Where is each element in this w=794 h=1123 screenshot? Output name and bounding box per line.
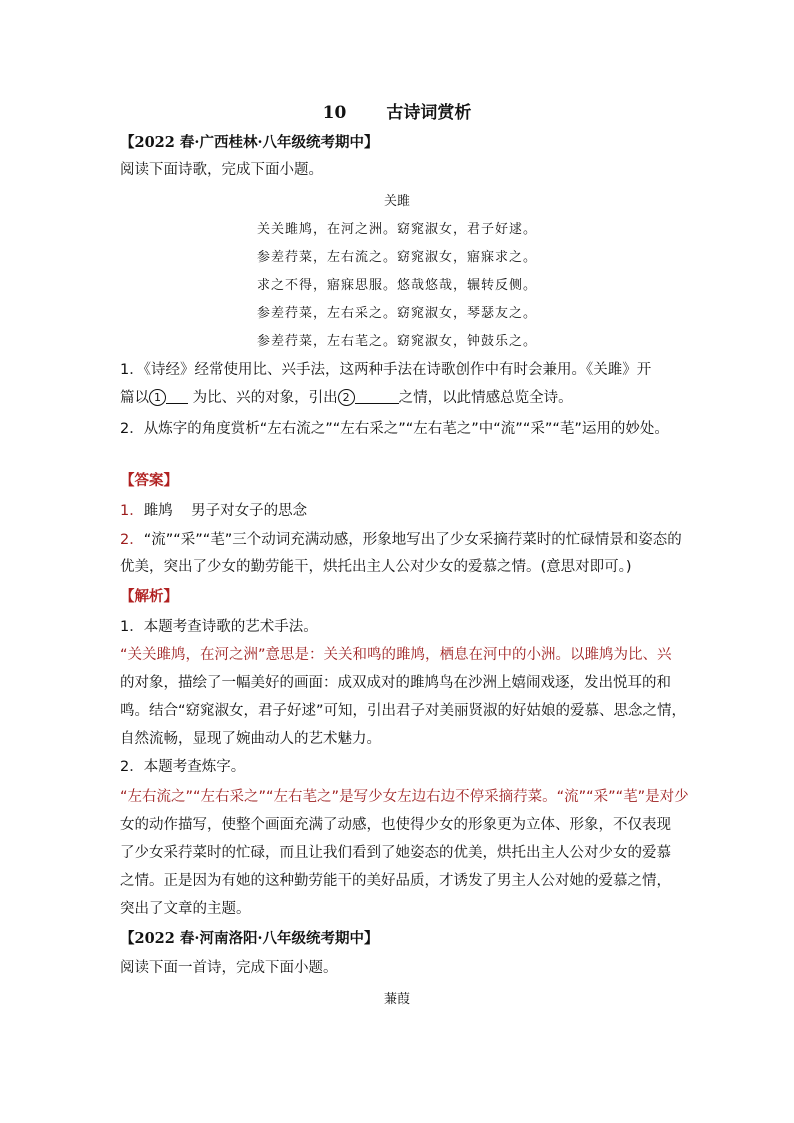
analysis2-line: 了少女采荇菜时的忙碌，而且让我们看到了她姿态的优美，烘托出主人公对少女的爱慕 bbox=[120, 845, 671, 861]
section1-source: 【2022 春·广西桂林·八年级统考期中】 bbox=[120, 134, 379, 151]
section1-instruction: 阅读下面诗歌，完成下面小题。 bbox=[120, 162, 323, 178]
answer1-number: 1． bbox=[120, 503, 144, 519]
poem1-title: 关雎 bbox=[383, 194, 410, 209]
analysis1-heading: 1．本题考查诗歌的艺术手法。 bbox=[120, 619, 318, 635]
analysis1-line: 鸣。结合“窈窕淑女，君子好逑”可知，引出君子对美丽贤淑的好姑娘的爱慕、思念之情， bbox=[120, 703, 687, 719]
question1-text-a: 篇以 bbox=[120, 390, 149, 406]
answer1 bbox=[120, 501, 307, 521]
answer1-text: 雎鸠 男子对女子的思念 bbox=[143, 503, 308, 519]
poem1-line: 求之不得，寤寐思服。悠哉悠哉，辗转反侧。 bbox=[256, 278, 537, 293]
poem2-title: 蒹葭 bbox=[383, 992, 410, 1007]
circled-number-1: 1 bbox=[149, 389, 166, 406]
answer2-text: “流”“采”“芼”三个动词充满动感，形象地写出了少女采摘荇菜时的忙碌情景和姿态的 bbox=[143, 532, 682, 548]
analysis2-line: 突出了文章的主题。 bbox=[120, 901, 251, 917]
question1-text-c: 之情，以此情感总览全诗。 bbox=[398, 390, 573, 406]
circled-number-2: 2 bbox=[338, 389, 355, 406]
analysis2-line: “左右流之”“左右采之”“左右芼之”是写少女左边右边不停采摘荇菜。“流”“采”“芼”是对少 bbox=[120, 789, 689, 805]
answer2-line1 bbox=[120, 530, 682, 550]
answer-blank-1 bbox=[166, 389, 188, 404]
answer2-number: 2． bbox=[120, 532, 144, 548]
answer-tag: 【答案】 bbox=[120, 473, 178, 489]
poem1-line: 参差荇菜，左右芼之。窈窕淑女，钟鼓乐之。 bbox=[256, 334, 537, 349]
poem1-line: 参差荇菜，左右采之。窈窕淑女，琴瑟友之。 bbox=[256, 306, 537, 321]
question1-line2 bbox=[120, 388, 573, 408]
analysis2-heading: 2．本题考查炼字。 bbox=[120, 759, 246, 775]
title-text: 古诗词赏析 bbox=[386, 103, 472, 123]
question2: 2．从炼字的角度赏析“左右流之”“左右采之”“左右芼之”中“流”“采”“芼”运用的妙处。 bbox=[120, 421, 669, 437]
poem1-line: 参差荇菜，左右流之。窈窕淑女，寤寐求之。 bbox=[256, 250, 537, 265]
analysis1-line: 自然流畅，显现了婉曲动人的艺术魅力。 bbox=[120, 731, 381, 747]
question1-line1: 1．《诗经》经常使用比、兴手法，这两种手法在诗歌创作中有时会兼用。《关雎》开 bbox=[120, 362, 652, 378]
question1-text-b: 为比、兴的对象，引出 bbox=[188, 390, 338, 406]
analysis1-line: 的对象，描绘了一幅美好的画面：成双成对的雎鸠鸟在沙洲上嬉闹戏逐，发出悦耳的和 bbox=[120, 675, 671, 691]
section2-source: 【2022 春·河南洛阳·八年级统考期中】 bbox=[120, 930, 379, 947]
section2-instruction: 阅读下面一首诗，完成下面小题。 bbox=[120, 960, 338, 976]
answer2-line2: 优美，突出了少女的勤劳能干，烘托出主人公对少女的爱慕之情。(意思对即可。) bbox=[120, 559, 632, 575]
analysis-tag: 【解析】 bbox=[120, 589, 178, 605]
analysis1-line: “关关雎鸠，在河之洲”意思是：关关和鸣的雎鸠，栖息在河中的小洲。以雎鸠为比、兴 bbox=[120, 647, 672, 663]
title-number: 10 bbox=[322, 103, 347, 123]
answer-blank-2 bbox=[355, 389, 399, 404]
analysis2-line: 女的动作描写，使整个画面充满了动感，也使得少女的形象更为立体、形象，不仅表现 bbox=[120, 817, 671, 833]
poem1-line: 关关雎鸠，在河之洲。窈窕淑女，君子好逑。 bbox=[256, 222, 537, 237]
analysis2-line: 之情。正是因为有她的这种勤劳能干的美好品质，才诱发了男主人公对她的爱慕之情， bbox=[120, 873, 671, 889]
page-title bbox=[0, 98, 794, 123]
